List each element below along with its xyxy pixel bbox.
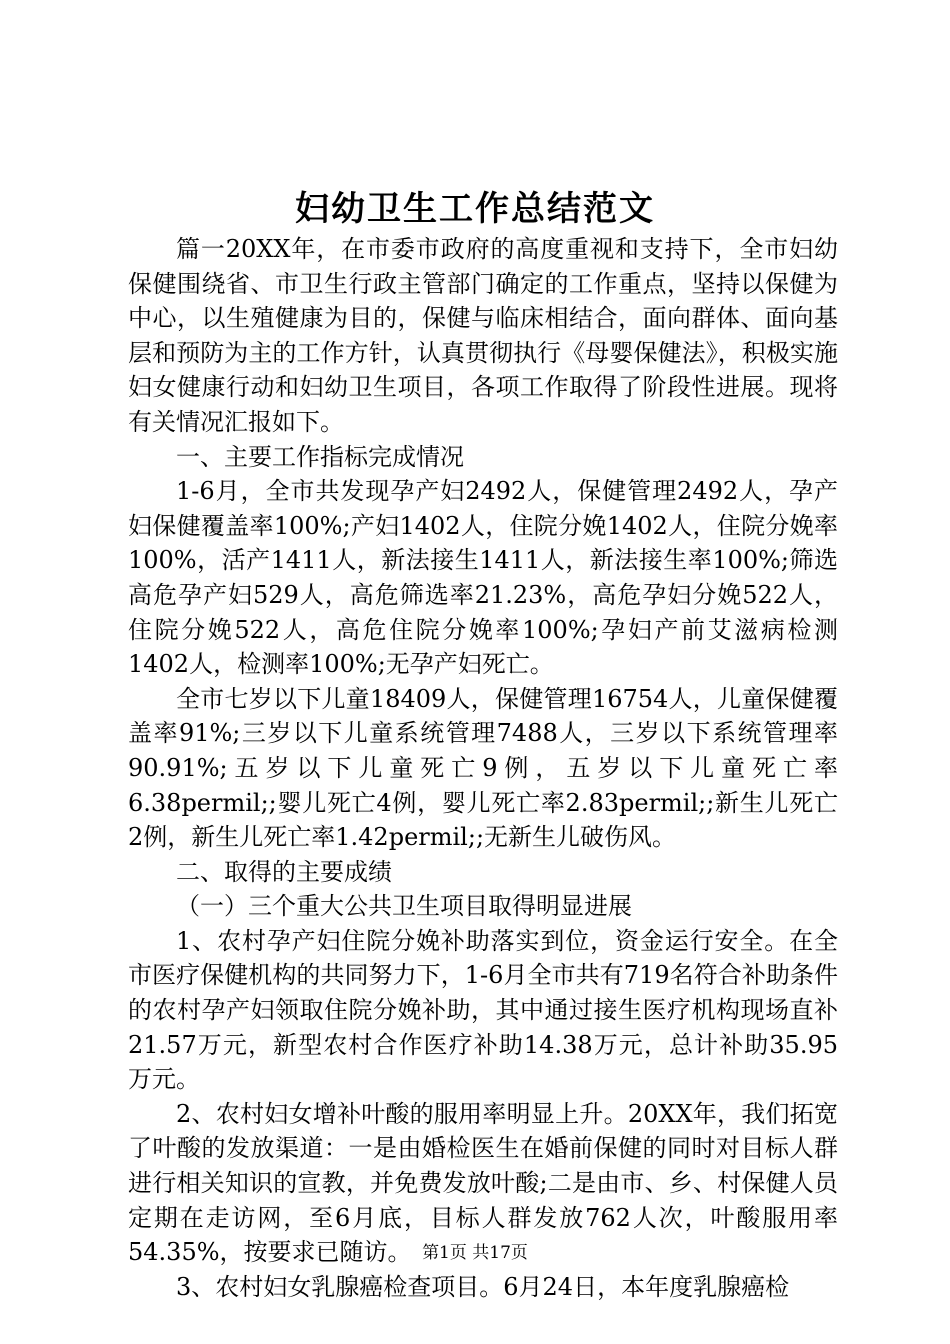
paragraph-maternal-stats: 1-6月，全市共发现孕产妇2492人，保健管理2492人，孕产妇保健覆盖率100%;产妇1402人，住院分娩1402人，住院分娩率100%，活产1411人，新法接生1411人，新法接生率100%;筛选高危孕产妇529人，高危筛选率21.23%，高危孕妇分娩522人，住院分娩522人，高危住院分娩率100%;孕妇产前艾滋病检测1402人，检测率100%;无孕产妇死亡。 <box>128 477 838 679</box>
paragraph-item-1: 1、农村孕产妇住院分娩补助落实到位，资金运行安全。在全市医疗保健机构的共同努力下，1-6月全市共有719名符合补助条件的农村孕产妇领取住院分娩补助，其中通过接生医疗机构现场直补21.57万元，新型农村合作医疗补助14.38万元，总计补助35.95万元。 <box>128 926 838 1094</box>
document-body <box>128 232 838 1304</box>
section-heading-1: 一、主要工作指标完成情况 <box>176 442 464 471</box>
paragraph-child-stats: 全市七岁以下儿童18409人，保健管理16754人，儿童保健覆盖率91%;三岁以下儿童系统管理7488人，三岁以下系统管理率90.91%;五岁以下儿童死亡9例，五岁以下儿童死亡率6.38permil;;婴儿死亡4例，婴儿死亡率2.83permil;;新生儿死亡2例，新生儿死亡率1.42permil;;无新生儿破伤风。 <box>128 684 838 852</box>
paragraph-item-3: 3、农村妇女乳腺癌检查项目。6月24日，本年度乳腺癌检 <box>176 1272 790 1301</box>
paragraph-item-2: 2、农村妇女增补叶酸的服用率明显上升。20XX年，我们拓宽了叶酸的发放渠道：一是由婚检医生在婚前保健的同时对目标人群进行相关知识的宣教，并免费发放叶酸;二是由市、乡、村保健人员定期在走访网，至6月底，目标人群发放762人次，叶酸服用率54.35%，按要求已随访。 <box>128 1099 838 1267</box>
section-heading-2: 二、取得的主要成绩 <box>176 857 392 886</box>
paragraph-intro: 篇一20XX年，在市委市政府的高度重视和支持下，全市妇幼保健围绕省、市卫生行政主管部门确定的工作重点，坚持以保健为中心，以生殖健康为目的，保健与临床相结合，面向群体、面向基层和预防为主的工作方针，认真贯彻执行《母婴保健法》，积极实施妇女健康行动和妇幼卫生项目，各项工作取得了阶段性进展。现将有关情况汇报如下。 <box>128 235 838 436</box>
document-title: 妇幼卫生工作总结范文 <box>295 189 655 229</box>
subsection-heading-1: （一）三个重大公共卫生项目取得明显进展 <box>176 892 632 921</box>
page-footer: 第1页 共17页 <box>422 1243 528 1263</box>
